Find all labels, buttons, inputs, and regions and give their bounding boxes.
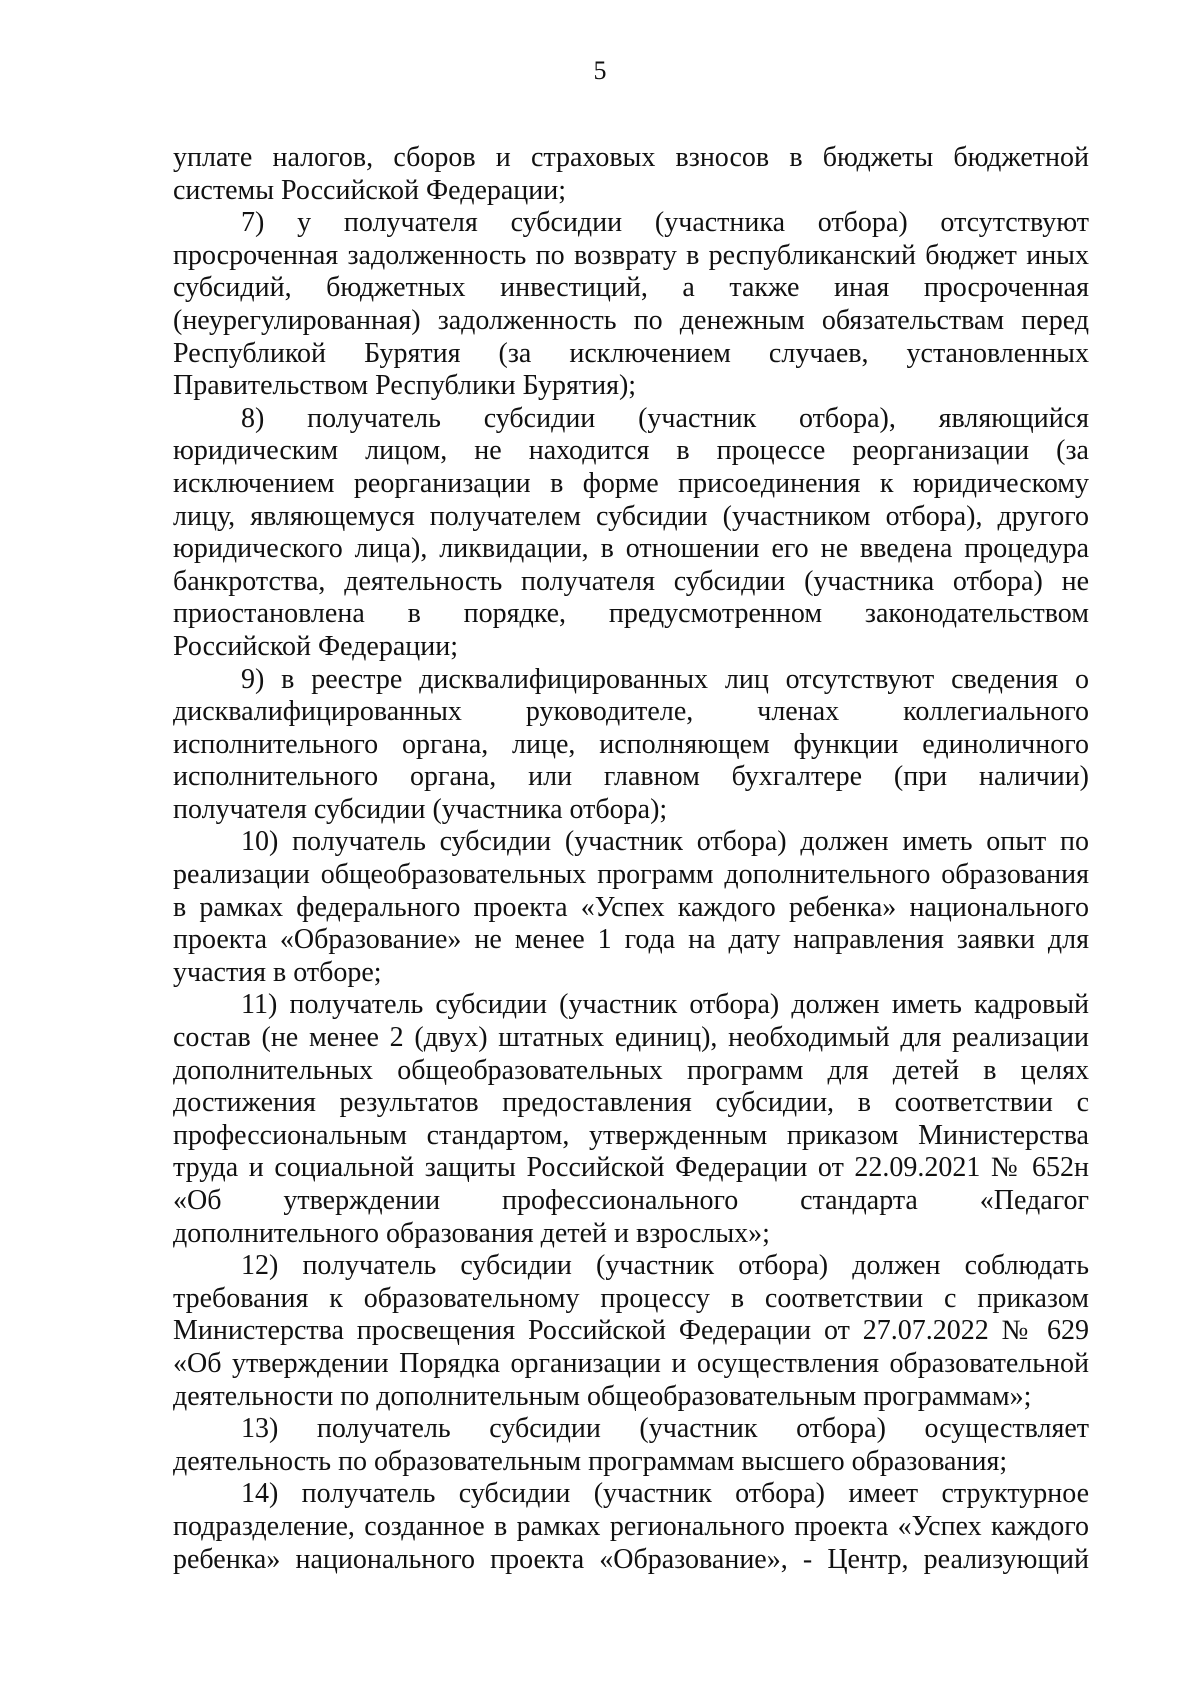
- text-line: 14) получатель субсидии (участник отбора) имеет структурное: [241, 1478, 1089, 1510]
- page-number: 5: [593, 56, 607, 85]
- text-line: приостановлена в порядке, предусмотренном законодательством: [173, 598, 1089, 630]
- text-line: 12) получатель субсидии (участник отбора) должен соблюдать: [241, 1250, 1089, 1282]
- text-line: уплате налогов, сборов и страховых взносов в бюджеты бюджетной: [173, 142, 1089, 173]
- text-line: получателя субсидии (участника отбора);: [173, 793, 668, 825]
- text-line: субсидий, бюджетных инвестиций, а также иная просроченная: [173, 272, 1089, 304]
- paragraph: [173, 826, 1089, 989]
- text-line: 8) получатель субсидии (участник отбора), являющийся: [241, 402, 1089, 434]
- text-line: ребенка» национального проекта «Образование», - Центр, реализующий: [173, 1543, 1089, 1575]
- text-line: дополнительного образования детей и взрослых»;: [173, 1217, 770, 1249]
- paragraph: [173, 989, 1089, 1250]
- text-line: исполнительного органа, или главном бухгалтере (при наличии): [173, 761, 1089, 793]
- paragraph: [173, 664, 1089, 827]
- text-line: труда и социальной защиты Российской Федерации от 22.09.2021 № 652н: [173, 1152, 1089, 1184]
- text-line: банкротства, деятельность получателя субсидии (участника отбора) не: [173, 565, 1089, 597]
- text-line: дисквалифицированных руководителе, членах коллегиального: [173, 696, 1089, 728]
- text-line: дополнительных общеобразовательных программ для детей в целях: [173, 1054, 1089, 1086]
- paragraph: [173, 1413, 1089, 1478]
- paragraph: [173, 403, 1089, 664]
- text-line: 9) в реестре дисквалифицированных лиц отсутствуют сведения о: [241, 663, 1089, 695]
- text-line: юридического лица), ликвидации, в отношении его не введена процедура: [173, 533, 1089, 565]
- text-line: просроченная задолженность по возврату в республиканский бюджет иных: [173, 239, 1089, 271]
- text-line: участия в отборе;: [173, 956, 382, 988]
- text-line: достижения результатов предоставления субсидии, в соответствии с: [173, 1087, 1089, 1119]
- text-line: в рамках федерального проекта «Успех каждого ребенка» национального: [173, 891, 1089, 923]
- text-line: Правительством Республики Бурятия);: [173, 370, 637, 402]
- text-line: состав (не менее 2 (двух) штатных единиц), необходимый для реализации: [173, 1022, 1089, 1054]
- text-line: проекта «Образование» не менее 1 года на дату направления заявки для: [173, 924, 1089, 956]
- text-line: Республикой Бурятия (за исключением случаев, установленных: [173, 337, 1089, 369]
- paragraph: [173, 1478, 1089, 1576]
- text-line: требования к образовательному процессу в соответствии с приказом: [173, 1282, 1089, 1314]
- text-line: 13) получатель субсидии (участник отбора) осуществляет: [241, 1413, 1089, 1445]
- text-line: деятельность по образовательным программам высшего образования;: [173, 1445, 1008, 1477]
- text-line: «Об утверждении Порядка организации и осуществления образовательной: [173, 1347, 1089, 1379]
- text-line: «Об утверждении профессионального стандарта «Педагог: [173, 1185, 1089, 1216]
- text-line: (неурегулированная) задолженность по денежным обязательствам перед: [173, 304, 1089, 336]
- document-body: [173, 142, 1089, 1576]
- text-line: 11) получатель субсидии (участник отбора) должен иметь кадровый: [241, 989, 1089, 1021]
- paragraph: [173, 142, 1089, 207]
- text-line: системы Российской Федерации;: [173, 174, 567, 206]
- text-line: Министерства просвещения Российской Федерации от 27.07.2022 № 629: [173, 1315, 1089, 1347]
- text-line: исполнительного органа, лице, исполняющем функции единоличного: [173, 728, 1089, 760]
- paragraph: [173, 207, 1089, 403]
- text-line: профессиональным стандартом, утвержденным приказом Министерства: [173, 1119, 1089, 1151]
- text-line: лицу, являющемуся получателем субсидии (участником отбора), другого: [173, 500, 1089, 532]
- text-line: юридическим лицом, не находится в процессе реорганизации (за: [173, 435, 1089, 467]
- text-line: реализации общеобразовательных программ дополнительного образования: [173, 859, 1089, 891]
- text-line: деятельности по дополнительным общеобразовательным программам»;: [173, 1380, 1032, 1412]
- text-line: 10) получатель субсидии (участник отбора) должен иметь опыт по: [241, 826, 1089, 858]
- text-line: исключением реорганизации в форме присоединения к юридическому: [173, 467, 1089, 499]
- text-line: подразделение, созданное в рамках регионального проекта «Успех каждого: [173, 1510, 1089, 1542]
- paragraph: [173, 1250, 1089, 1413]
- text-line: Российской Федерации;: [173, 630, 459, 662]
- text-line: 7) у получателя субсидии (участника отбора) отсутствуют: [241, 207, 1089, 239]
